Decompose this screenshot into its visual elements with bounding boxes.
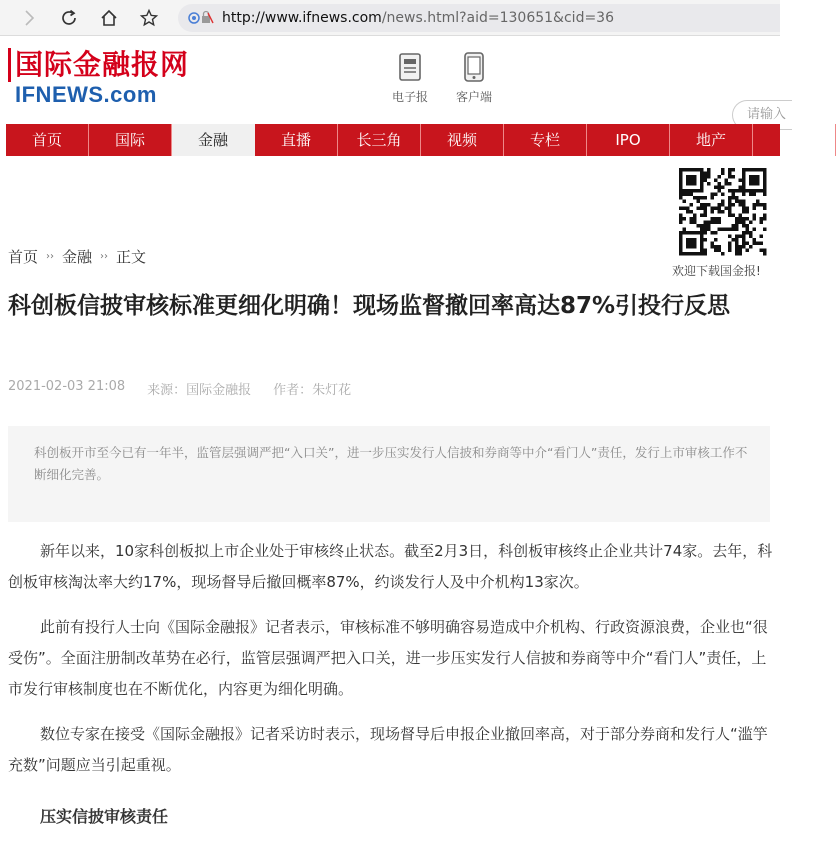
nav-item-column[interactable]: 专栏 (504, 124, 587, 156)
nav-item-video[interactable]: 视频 (421, 124, 504, 156)
paragraph: 数位专家在接受《国际金融报》记者采访时表示，现场督导后申报企业撤回率高，对于部分券商和发行人“滥竽充数”问题应当引起重视。 (8, 725, 768, 774)
paragraph: 此前有投行人士向《国际金融报》记者表示，审核标准不够明确容易造成中介机构、行政资源浪费，企业也“很受伤”。全面注册制改革势在必行，监管层强调严把入口关，进一步压实发行人信披和券商等中介“看门人”责任，上市发行审核制度也在不断优化，内容更为细化明确。 (8, 618, 768, 698)
qr-code-image (678, 168, 768, 256)
chevron-right-icon (24, 10, 34, 26)
search-input[interactable]: 请输入 (732, 100, 792, 130)
breadcrumb-separator-icon: ›› (100, 251, 109, 262)
app-link[interactable] (444, 50, 504, 105)
reload-icon (60, 9, 78, 27)
home-button[interactable] (98, 7, 120, 29)
site-header (0, 36, 787, 122)
epaper-link[interactable] (380, 50, 440, 105)
logo-chinese: 国际金融报网 (8, 48, 189, 82)
home-icon (100, 9, 118, 27)
site-info-icon[interactable] (188, 11, 214, 25)
address-bar[interactable] (178, 4, 780, 32)
nav-item-home[interactable]: 首页 (6, 124, 89, 156)
bookmark-button[interactable] (138, 7, 160, 29)
url-path: /news.html?aid=130651&cid=36 (381, 9, 614, 26)
article-summary: 科创板开市至今已有一年半，监管层强调严把“入口关”，进一步压实发行人信披和券商等中介“看门人”责任，发行上市审核工作不断细化完善。 (8, 426, 770, 522)
breadcrumb-separator-icon: ›› (46, 251, 55, 262)
browser-toolbar (0, 0, 780, 36)
qr-caption: 欢迎下载国金报! (672, 264, 761, 278)
article-body (8, 536, 774, 832)
mobile-phone-icon (444, 50, 504, 84)
breadcrumb-finance[interactable]: 金融 (62, 248, 93, 266)
url-domain: http://www.ifnews.com (222, 9, 382, 26)
publish-date: 2021-02-03 21:08 (8, 379, 126, 394)
nav-item-real-estate[interactable]: 地产 (670, 124, 753, 156)
newspaper-icon (380, 50, 440, 84)
nav-item-yangtze-delta[interactable]: 长三角 (338, 124, 421, 156)
breadcrumb-current: 正文 (116, 248, 147, 266)
logo-english: IFNEWS.com (15, 82, 157, 107)
site-logo[interactable] (8, 48, 189, 108)
star-icon (140, 9, 158, 27)
nav-item-live[interactable]: 直播 (255, 124, 338, 156)
main-nav (6, 124, 780, 156)
nav-item-international[interactable]: 国际 (89, 124, 172, 156)
breadcrumb-home[interactable]: 首页 (8, 248, 39, 266)
breadcrumb (8, 246, 146, 267)
article-meta (8, 379, 351, 398)
paragraph: 新年以来，10家科创板拟上市企业处于审核终止状态。截至2月3日，科创板审核终止企业共计74家。去年，科创板审核淘汰率大约17%，现场督导后撤回概率87%，约谈发行人及中介机构13家次。 (8, 542, 773, 591)
article-author: 作者：朱灯花 (273, 383, 352, 398)
nav-item-ipo[interactable]: IPO (587, 124, 670, 156)
article-source: 来源：国际金融报 (147, 383, 252, 398)
reload-button[interactable] (58, 7, 80, 29)
epaper-label: 电子报 (391, 90, 428, 104)
article-title: 科创板信披审核标准更细化明确！现场监督撤回率高达87%引投行反思 (8, 293, 731, 319)
forward-button[interactable] (18, 7, 40, 29)
nav-item-more[interactable] (753, 124, 836, 156)
app-label: 客户端 (455, 90, 492, 104)
article-subheading: 压实信披审核责任 (40, 807, 169, 826)
nav-item-finance[interactable]: 金融 (172, 124, 255, 156)
